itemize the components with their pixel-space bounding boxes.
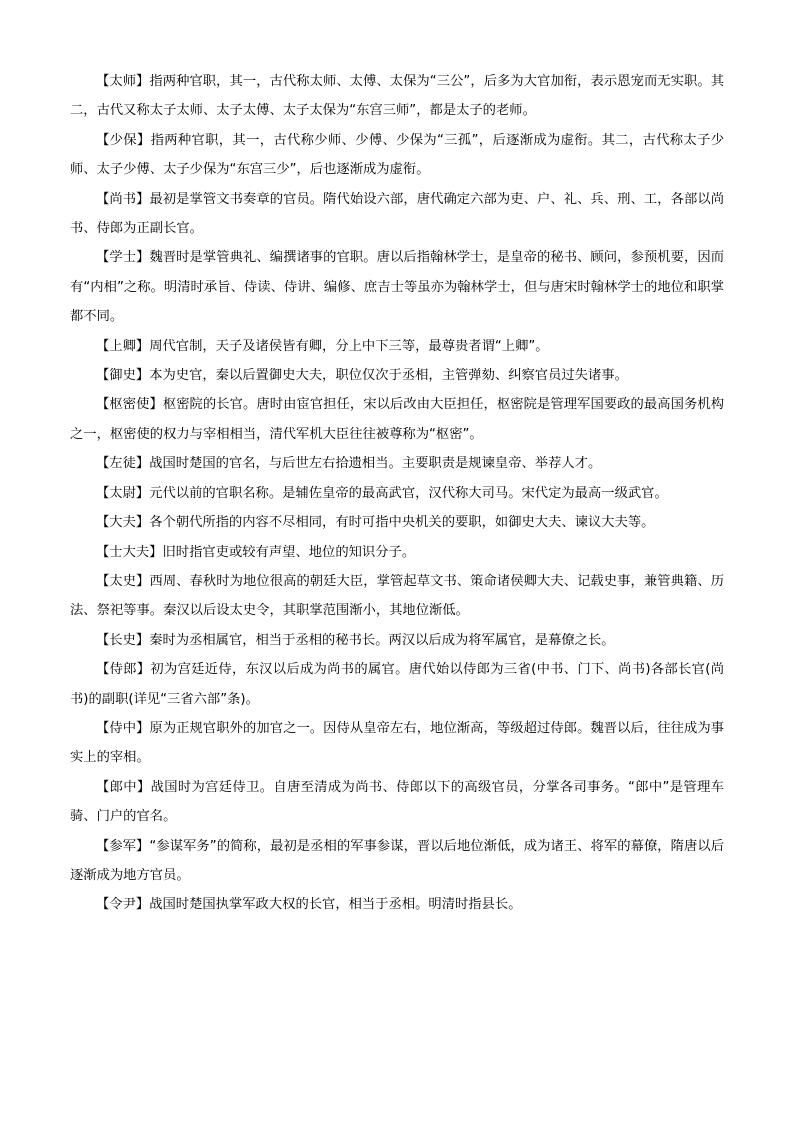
entry-taishi-historian [70,567,724,626]
entry-shilang [70,655,724,714]
entry-text: 战国时楚国执掌军政大权的长官，相当于丞相。明清时指县长。 [149,897,522,913]
entry-text: 初为宫廷近侍，东汉以后成为尚书的属官。唐代始以侍郎为三省(中书、门下、尚书)各部长官(尚书)的副职(详见“三省六部”条)。 [70,662,725,707]
entry-term: 【太师】 [96,74,150,89]
entry-shizhong [70,714,724,773]
entry-lingyin [70,890,724,919]
entry-canjun [70,832,724,891]
entry-text: 本为史官，秦以后置御史大夫，职位仅次于丞相，主管弹劾、纠察官员过失诸事。 [149,368,628,384]
entry-text: 最初是掌管文书奏章的官员。隋代始设六部，唐代确定六部为吏、户、礼、兵、刑、工，各部以尚书、侍郎为正副长官。 [70,191,724,237]
entry-term: 【参军】 [96,838,150,854]
entry-term: 【士大夫】 [96,544,163,560]
entry-term: 【郎中】 [96,779,151,795]
entry-text: 秦时为丞相属官，相当于丞相的秘书长。两汉以后成为将军属官，是幕僚之长。 [149,632,615,648]
entry-langzhong [70,773,724,832]
entry-shangqing [70,332,724,361]
entry-term: 【太尉】 [96,485,150,501]
entry-term: 【学士】 [96,250,150,266]
entry-text: 周代官制，天子及诸侯皆有卿，分上中下三等，最尊贵者谓“上卿”。 [149,338,549,354]
entry-term: 【上卿】 [96,338,150,354]
entry-text: 枢密院的长官。唐时由宦官担任，宋以后改由大臣担任，枢密院是管理军国要政的最高国务机构之一，枢密使的权力与宰相相当，清代军机大臣往往被尊称为“枢密”。 [70,397,725,442]
entry-term: 【长史】 [96,632,150,648]
entry-text: 指两种官职，其一，古代称少师、少傅、少保为“三孤”，后逐渐成为虚衔。其二，古代称太子少师、太子少傅、太子少保为“东宫三少”，后也逐渐成为虚衔。 [70,132,725,178]
entry-text: 魏晋时是掌管典礼、编撰诸事的官职。唐以后指翰林学士，是皇帝的秘书、顾问，参预机要，因而有“内相”之称。明清时承旨、侍读、侍讲、编修、庶吉士等虽亦为翰林学士，但与唐宋时翰林学士的地位和职掌都不同。 [70,250,724,325]
entry-text: 战国时为宫廷侍卫。自唐至清成为尚书、侍郎以下的高级官员，分掌各司事务。“郎中”是管理车骑、门户的官名。 [70,779,725,825]
entry-text: 西周、春秋时为地位很高的朝廷大臣，掌管起草文书、策命诸侯卿大夫、记载史事，兼管典籍、历法、祭祀等事。秦汉以后设太史令，其职掌范围渐小，其地位渐低。 [70,573,724,619]
entry-shaobao [70,126,724,185]
entry-term: 【侍郎】 [96,662,151,678]
entry-text: 元代以前的官职名称。是辅佐皇帝的最高武官，汉代称大司马。宋代定为最高一级武官。 [149,485,668,501]
entry-text: 战国时楚国的官名，与后世左右拾遗相当。主要职责是规谏皇帝、举荐人才。 [149,456,602,472]
entry-text: 各个朝代所指的内容不尽相同，有时可指中央机关的要职，如御史大夫、谏议大夫等。 [149,515,655,531]
entry-term: 【左徒】 [96,456,150,472]
entry-term: 【少保】 [96,132,151,148]
entry-zuotu [70,449,724,478]
entry-term: 【太史】 [96,573,150,589]
entry-xueshi [70,243,724,331]
entry-list [70,67,724,920]
entry-shumishi [70,390,724,449]
entry-daifu [70,508,724,537]
entry-term: 【令尹】 [96,897,150,913]
entry-shangshu [70,185,724,244]
entry-text: 原为正规官职外的加官之一。因侍从皇帝左右，地位渐高，等级超过侍郎。魏晋以后，往往成为事实上的宰相。 [70,720,724,766]
entry-text: 指两种官职，其一，古代称太师、太傅、太保为“三公”，后多为大官加衔，表示恩宠而无实职。其二，古代又称太子太师、太子太傅、太子太保为“东宫三师”，都是太子的老师。 [70,74,724,119]
entry-term: 【侍中】 [96,720,150,736]
entry-taishi [70,67,724,126]
entry-taiwei [70,479,724,508]
entry-yushi [70,361,724,390]
entry-text: 旧时指官吏或较有声望、地位的知识分子。 [162,544,416,560]
entry-zhangshi [70,626,724,655]
entry-term: 【御史】 [96,368,150,384]
entry-text: “参谋军务”的简称，最初是丞相的军事参谋，晋以后地位渐低，成为诸王、将军的幕僚，隋唐以后逐渐成为地方官员。 [70,838,724,883]
entry-term: 【大夫】 [96,515,150,531]
entry-term: 【枢密使】 [96,397,163,413]
entry-shidaifu [70,538,724,567]
entry-term: 【尚书】 [96,191,150,207]
